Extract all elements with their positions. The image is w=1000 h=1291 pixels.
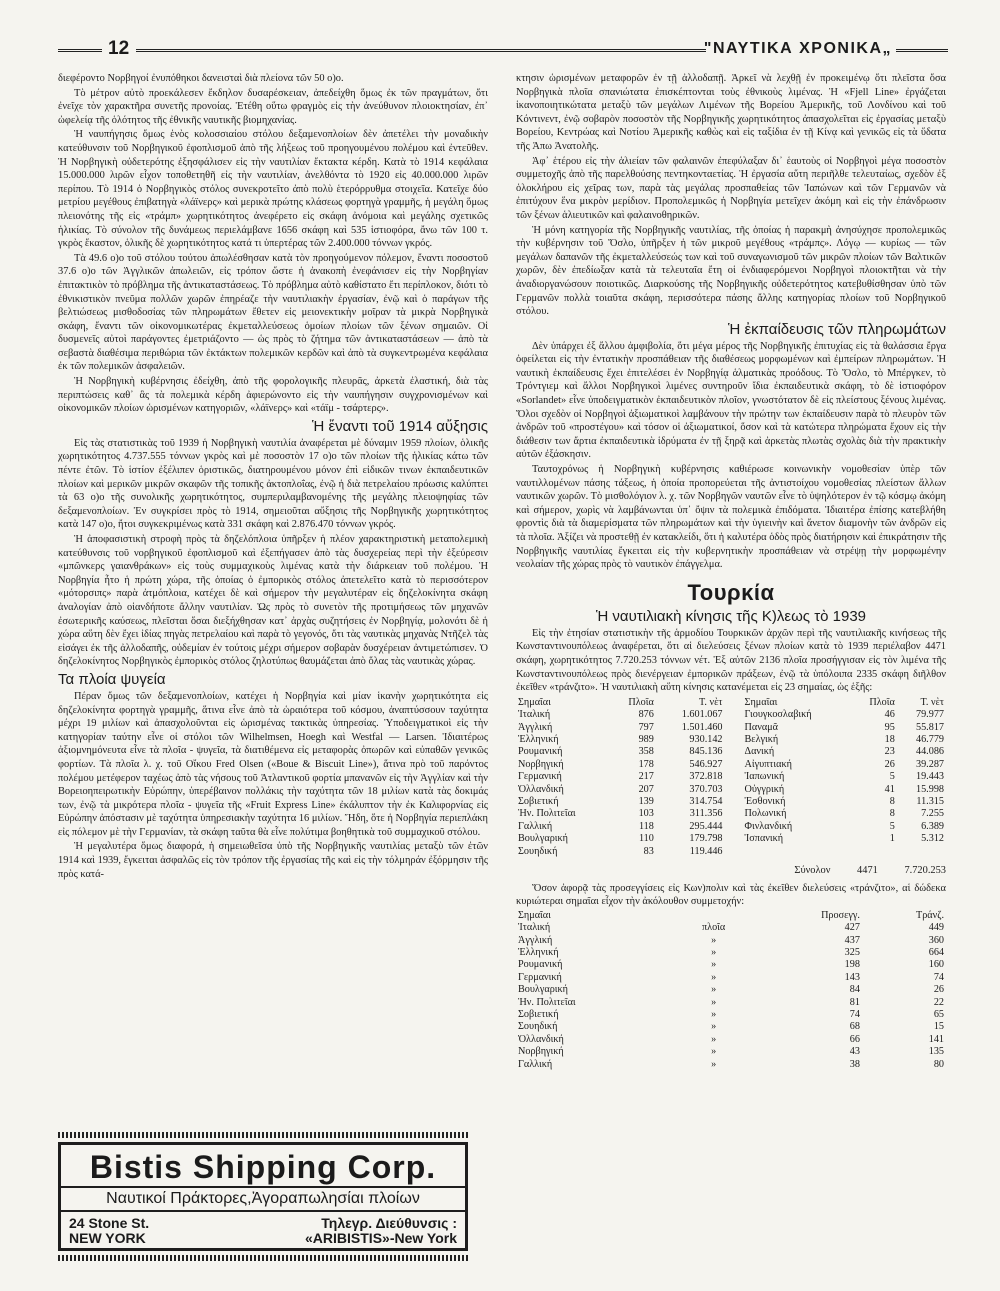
table-cell: 449 [928,922,944,934]
ad-border-bottom [58,1255,468,1261]
table-cell: 11.315 [916,796,944,807]
table-cell: 372.818 [689,771,723,783]
section-heading: Ἡ ἐκπαίδευσις τῶν πληρωμάτων [728,320,946,338]
table-header: Σημαῖαι [518,909,551,921]
table-cell: » [711,1046,717,1058]
country-heading: Τουρκία [687,579,775,605]
table-cell: 7.255 [921,808,944,820]
ad-company-name: Bistis Shipping Corp. [89,1149,437,1185]
table-cell: Σουηδική [518,845,558,857]
table-row [516,746,946,758]
section-heading: Ἡ ἔναντι τοῦ 1914 αὔξησις [312,417,488,435]
table-cell: Δανική [744,746,775,758]
table-cell: 546.927 [689,758,723,770]
article-paragraph: κτησιν ὡρισμένων μεταφορῶν ἐν τῇ ἀλλοδαπῇ. Ἀρκεῖ νὰ λεχθῇ ἐν προκειμένῳ ὅτι πλεῖστα ὅσα Νορβηγικὰ πλοῖα σπανιώτατα ἐπισκέπτονται τοὺς ἐθνικοὺς λιμένας. Ἡ «Fjell Line» ἐργάζεται ἱκανοποιητικώτατα μεταξὺ τῶν μεγάλων Λιμένων τῆς Βορείου Ἀμερικῆς, τοῦ Λονδίνου καὶ τοῦ Κόντινεντ, ἐνῷ σοβαρὸν ποσοστὸν τῆς Νορβηγικῆς χωρητικότητος ἀπασχολεῖται εἰς ἐργασίας μεταξὺ Βορείου, Κεντρώας καὶ Νοτίου Ἀμερικῆς καθὼς καὶ εἰς ταξίδια ἐν τῇ Κίνᾳ καὶ γενικῶς εἰς τὰ ὕδατα τῆς Ἀπω Ἀνατολῆς. [516,73,946,152]
table-cell: 179.798 [689,833,723,845]
table-cell: 797 [638,721,654,733]
table-cell: 68 [849,1021,860,1033]
article-paragraph: Εἰς τὴν ἐτησίαν στατιστικὴν τῆς ἁρμοδίου Τουρκικῶν ἀρχῶν περὶ τῆς ναυτιλιακῆς κινήσεως τῆς Κωνσταντινουπόλεως ἀναφέρεται, ὅτι αἱ διελεύσεις ξένων πλοίων κατὰ τὸ 1939 περιέλαβον 4471 σκάφη, χωρητικότητος 7.720.253 τόννων νέτ. Ἐξ αὐτῶν 2136 πλοῖα προσήγγισαν εἰς τὸν λιμένα τῆς Κωνσταντινουπόλεως πρὸς διενέργειαν ἐμπορικῶν πράξεων, ἐνῷ τὰ ὑπόλοιπα 2335 σκάφη διῆλθον ἐκεῖθεν «τράνζιτο». Ἡ ναυτιλιακὴ αὕτη κίνησις κατανέμεται εἰς 23 σημαίας, ὡς ἑξῆς: [516,627,946,694]
table-cell: Νορβηγική [518,758,564,770]
table-cell: 43 [849,1046,860,1058]
table-cell: 8 [889,808,895,820]
table-cell: 39.287 [915,758,944,770]
table-gap [725,697,743,709]
table-header: Τ. νὲτ [920,696,944,708]
ad-box [58,1142,468,1251]
table-cell: 139 [638,796,654,807]
table-cell: » [711,1009,717,1021]
table-header: Σημαῖαι [518,696,551,708]
table-cell: » [711,934,717,946]
table-row [516,846,946,858]
table-cell: Ρουμανική [518,746,563,758]
table-gap [725,709,743,721]
table-cell: 74 [933,971,944,983]
table-cell: 83 [643,845,654,857]
table-cell: 437 [844,934,860,946]
left-column [58,72,488,882]
article-paragraph: Ὅσον ἀφορᾷ τὰς προσεγγίσεις εἰς Κων)πολιν καὶ τὰς ἐκεῖθεν διελεύσεις «τράνζιτο», αἱ δώδεκα κυριώτεραι σημαῖαι εἶχον τὴν ἀκόλουθον συμμετοχήν: [516,882,946,908]
table-cell: 1.501.460 [681,721,723,733]
table-cell: 427 [844,922,860,934]
table-cell: 314.754 [689,796,723,807]
newspaper-page [58,28,948,1268]
table-cell: 845.136 [689,746,723,758]
table-cell [743,846,852,858]
table-cell: » [711,984,717,996]
table-cell: Ἡν. Πολιτεῖαι [518,808,576,820]
table-cell: 160 [928,959,944,971]
table-header: Τ. νὲτ [698,696,723,708]
table-cell: Νορβηγική [518,1046,564,1058]
table-cell: Φινλανδική [744,820,793,832]
table-row [516,709,946,721]
table-header: Τράνζ. [915,909,944,921]
table-row [516,808,946,820]
table-cell: 1 [889,833,895,845]
table-cell: Ὁλλανδική [518,1033,564,1045]
table-cell [852,846,897,858]
table-cell: 311.356 [689,808,723,820]
table-cell: » [711,1021,717,1033]
table-cell: 5 [889,820,895,832]
table-header: Προσεγγ. [821,909,860,921]
table-cell: 325 [844,947,860,959]
table-cell: 65 [933,1009,944,1021]
article-paragraph: Ἡ ἀποφασιστικὴ στροφὴ πρὸς τὰ δηζελόπλοια ὑπῆρξεν ἡ πλέον χαρακτηριστικὴ μεταπολεμικὴ κατεύθυνσις τοῦ νορβηγικοῦ ἐφοπλισμοῦ καὶ ἐξεπήγασεν ἀπὸ τὰς δυσχερείας περὶ τὴν ἐξεύρεσιν «μπῶνκερς γαιανθράκων» εἰς τοὺς συμμαχικοὺς λιμένας κατὰ τὴν διάρκειαν τοῦ πολέμου. Ἡ Νορβηγία ἦτο ἡ πρώτη χώρα, τῆς ὁποίας ὁ ἐμπορικὸς στόλος ἀπετελεῖτο κατὰ τὸ περισσότερον «μότορσιπς» παρὰ ἀτμόπλοια, κατέχει δὲ καὶ σήμερον τὴν μεγαλυτέραν εἰς δηζελοκίνητα σκάφη ἀναλογίαν ἀπὸ οἱανδήποτε ἄλλην ναυτιλίαν. Ὡς πρὸς τὸ συνετὸν τῆς προτιμήσεως τῶν μηχανῶν ἐσωτερικῆς καύσεως, πλεῖσται ὅσαι διεξήχθησαν κατ᾽ ἀρχὰς συζητήσεις ἐν Νορβηγίᾳ, μολονότι δὲ ἡ χώρα αὕτη δὲν ἔχει ἰδίας πηγὰς πετρελαίου καὶ παρὰ τὸ γεγονός, ὅτι τὰς ναυτικὰς μηχανὰς Ντῆζελ τὰς εἰσάγει ἐκ τῆς ἀλλοδαπῆς, οὐδεμίαν ἐν τούτοις μέχρι σήμερον σοβαρὰν δυσχέρειαν ἀντιμετώπισεν. Ὁ δηζελοκίνητος Νορβηγικὸς ἐμπορικὸς στόλος ζηλοτύπως θαυμάζεται ἀπὸ ὅλας τὰς ναυτικὰς χώρας. [58,534,488,668]
table-cell: 360 [928,934,944,946]
total-ships: 4471 [857,865,878,877]
table-row [516,1059,946,1071]
table-gap [725,759,743,771]
table-cell: 44.086 [915,746,944,758]
table-cell: 46 [884,709,895,721]
table-gap [725,722,743,734]
table-cell: Σοβιετική [518,796,559,807]
table-cell: 358 [638,746,654,758]
article-paragraph: Ἡ Νορβηγικὴ κυβέρνησις ἐδείχθη, ἀπὸ τῆς φορολογικῆς πλευρᾶς, ἀρκετὰ ἐλαστική, διὰ τὰς περιπτώσεις καθ᾽ ἃς τὰ πολεμικὰ κέρδη ἀφιερώνοντο εἰς τὴν ναυπήγησιν συγχρονισμένων καὶ οἰκονομικῶν πλοίων ὡρισμένων κατηγοριῶν, «λάϊνερς» καὶ «τάϊμ - τσάρτερς». [58,376,488,415]
article-paragraph: Ταυτοχρόνως ἡ Νορβηγικὴ κυβέρνησις καθιέρωσε κοινωνικὴν νομοθεσίαν ὑπὲρ τῶν ναυτιλλομένων πάσης τάξεως, ἡ ὁποία προπορεύεται τῆς ἀντιστοίχου νομοθεσίας πλείστων ἄλλων ναυτικῶν χωρῶν. Τὸ μισθολόγιον λ. χ. τῶν Νορβηγῶν ναυτῶν εἶνε τὸ ὑψηλότερον ἐν τῷ κόσμῳ ἀκόμη καὶ σήμερον, χωρὶς νὰ λαμβάνωνται ὑπ᾽ ὄψιν τὰ πολεμικὰ ἐπιδόματα. Ἰδιαιτέρα ἐπίσης κατεβλήθη φροντὶς διὰ τὰ διαμερίσματα τῶν πληρωμάτων καὶ τὴν ὑγιεινὴν καὶ ἄνετον διαμονὴν τῶν ἀνδρῶν εἰς τὰ πλοῖα. Ἀξίζει νὰ προστεθῇ ἐν κατακλείδι, ὅτι ἡ καλυτέρα ὁδὸς πρὸς διατήρησιν καὶ ἐπικράτησιν τῆς Νορβηγικῆς ναυτιλίας ἔγκειται εἰς τὴν κυβερνητικὴν προσπάθειαν νὰ στρέψῃ τὴν μορφωμένην νεολαίαν τῆς χώρας πρὸς τὸ ναυτικὸν ἐπάγγελμα. [516,464,946,571]
table-cell: 118 [638,820,654,832]
table-cell: 135 [928,1046,944,1058]
table-row [516,722,946,734]
table-cell: Ἡν. Πολιτεῖαι [518,996,576,1008]
table-cell: 178 [638,758,654,770]
table-row [516,771,946,783]
table-cell: Αἰγυπτιακή [744,758,792,770]
table-cell: 198 [844,959,860,971]
table-cell: 15.998 [915,783,944,795]
table-header: Πλοῖα [628,696,654,708]
table-gap [725,808,743,820]
table-cell: 26 [933,984,944,996]
article-paragraph: Ἡ μεγαλυτέρα ὅμως διαφορά, ἡ σημειωθεῖσα ὑπὸ τῆς Νορβηγικῆς ναυτιλίας μεταξὺ τῶν ἐτῶν 1914 καὶ 1939, ἔγκειται ἀσφαλῶς εἰς τὸν τρόπον τῆς ἐργασίας τῆς καὶ εἰς τὴν τόλμηράν ἐξόρμησιν τῆς πρὸς κατά- [58,841,488,880]
header-rule-right [896,49,948,52]
table-row [516,759,946,771]
ad-telegraph-label: Τηλεγρ. Διεύθυνσις : [321,1215,457,1231]
table-cell: 15 [933,1021,944,1033]
table-cell: Ἐσθονική [744,796,786,807]
table-row [516,947,946,959]
table-row [516,959,946,971]
table-cell: Βουλγαρική [518,833,568,845]
ad-address-street: 24 Stone St. [69,1215,150,1231]
table-cell: 81 [849,996,860,1008]
table-gap [725,771,743,783]
article-paragraph: Δὲν ὑπάρχει ἐξ ἄλλου ἀμφιβολία, ὅτι μέγα μέρος τῆς Νορβηγικῆς ἐπιτυχίας εἰς τὰ θαλάσσια ἔργα ὀφείλεται εἰς τὴν ἐντατικὴν προσπάθειαν τῆς διαθέσεως μορφωμένων καὶ ἐμπείρων πληρωμάτων. Ἡ ναυτικὴ ἐκπαίδευσις ἔχει ἐπιτελέσει ἐν Νορβηγίᾳ ἁλματικὰς προόδους. Τὸ Ὄσλο, τὸ Μπέργκεν, τὸ Τρόντγιεμ καὶ ἄλλοι Νορβηγικοὶ λιμένες συντηροῦν ἴδια ἐκπαιδευτικὰ σκάφη, τὸ δὲ ἱστιοφόρον «Sorlandet» εἶνε ὑποδειγματικὸν ἐκπαιδευτικὸν πλοῖον, γνωστότατον δὲ εἰς πλείστους ξένους λιμένας. Ὅλοι σχεδὸν οἱ Νορβηγοὶ ἀξιωματικοὶ λαμβάνουν τὴν πρώτην των ἐκπαίδευσιν παρὰ τὸ πλευρὸν τῶν ἀνδρῶν τοῦ «προστέγου» καὶ τόσον οἱ ἀξιωματικοί, ὅσον καὶ τὰ κατώτερα πληρώματα ἔχουν εἰς τὴν διάθεσιν των ἄρτια ἐκπαιδευτικὰ ἱδρύματα ἐν τῇ ξηρᾷ καὶ ἀρκετὰς πλωτὰς σχολὰς διὰ τὴν πρακτικὴν αὐτῶν ἐξάσκησιν. [516,340,946,461]
table-row [516,972,946,984]
table-cell: Ἰταλική [518,709,551,721]
table-row [516,1009,946,1021]
table-cell: 119.446 [689,845,723,857]
table-cell: 876 [638,709,654,721]
table-cell: 95 [884,721,895,733]
table-header [678,910,750,922]
table-cell: » [711,971,717,983]
table-header: Πλοῖα [869,696,895,708]
table-cell: Βελγική [744,733,779,745]
table-cell: 295.444 [689,820,723,832]
article-paragraph: Ἡ ναυπήγησις ὅμως ἑνὸς κολοσσιαίου στόλου δεξαμενοπλοίων δὲν ἀπετέλει τὴν μοναδικὴν κατεύθυνσιν τοῦ Νορβηγικοῦ ἐφοπλισμοῦ ἀπὸ τῆς λήξεως τοῦ προηγουμένου πολέμου καὶ ἐντεῦθεν. Ἡ Νορβηγικὴ οὐδετερότης ἐξησφάλισεν εἰς τὴν ναυτιλίαν ἔκτακτα κέρδη. Κατὰ τὸ 1914 κεφάλαια 15.000.000 λιρῶν εἶχον τοποθετηθῆ εἰς τὴν ναυτιλίαν, ἀνελθόντα τὸ 1920 εἰς 40.000.000 λιρῶν περίπου. Τὸ 1914 ὁ Νορβηγικὸς στόλος συνεκροτεῖτο ἀπὸ πολὺ ἑτερόρρυθμα στοιχεῖα. Κατεῖχε δύο μετρίου μεγέθους ἐπιβατηγὰ «λάϊνερς» καὶ μερικὰ πρώτης κλάσεως φορτηγὰ γραμμῆς, ἡ μεγάλη ὅμως πλειονότης τῆς εἰς «τράμπ» χωρητικότητος ἀνεφέρετο εἰς σκάφη ἀνόμοια καὶ μεγάλης σχετικῶς ἡλικίας. Τὸ σύνολον τῆς δυνάμεως περιελάμβανε 1656 σκάφη καὶ 535 ἱστιοφόρα, ἄνω τῶν 100 τ. γκρὸς ἕκαστον, ὁλικῆς δὲ χωρητικότητος κατά τι ὑπερτέρας τῶν 2.400.000 τόννων γκρός. [58,129,488,250]
article-paragraph: Τὰ 49.6 ο)ο τοῦ στόλου τούτου ἀπωλέσθησαν κατὰ τὸν προηγούμενον πόλεμον, ἔναντι ποσοστοῦ 37.6 ο)ο τῶν Ἀγγλικῶν ἀπωλειῶν, εἰς τρόπον ὥστε ἡ ἀνακοπὴ ἐνεφάνισεν εἰς τὴν Νορβηγίαν ἐπιτακτικὸν τὸ πρόβλημα τῆς ἀντικαταστάσεως. Τὸ πρόβλημα αὐτὸ καθίστατο ἔτι περίπλοκον, διότι τὸ ἐθνικιστικὸν πνεῦμα πολλῶν χωρῶν ἐπηρέαζε τὴν ναυτιλιακὴν ἐργασίαν, ἐνῷ καὶ ὁ παράγων τῆς βελτιώσεως μισθοδοσίας τῶν πληρωμάτων ἔθετεν εἰς μειονεκτικὴν μοῖραν τὰ μικρὰ Νορβηγικὰ σκάφη, ἔναντι τῶν οἰκονομικωτέρας ἐκμεταλλεύσεως ὁμοίων πλοίων τῶν ξένων σημαιῶν. Οἱ δυσμενεῖς αὐτοὶ παράγοντες ἐμετριάζοντο — ὡς πρὸς τὸ ζήτημα τῶν ἀντικαταστάσεων — ἀπὸ τὰ σεβαστὰ διαθέσιμα περιθώρια τῶν ἐκτάκτων πολεμικῶν κερδῶν καὶ ἀπὸ τὰ συγκεντρωμένα κεφάλαια ἐκ τῶν πολεμικῶν ἀσφαλειῶν. [58,252,488,373]
page-header [58,38,948,64]
ad-telegraph [305,1216,457,1246]
table-cell: 664 [928,947,944,959]
table-cell: Σουηδική [518,1021,558,1033]
table-cell: Γερμανική [518,971,562,983]
table-cell: 55.817 [915,721,944,733]
table-cell: Σοβιετική [518,1009,559,1021]
table-cell: 989 [638,733,654,745]
total-row [516,864,946,878]
table-gap [725,821,743,833]
article-paragraph: διεφέροντο Νορβηγοί ἐνυπόθηκοι δανεισταὶ διὰ πλείονα τῶν 50 ο)ο. [58,73,344,84]
ad-tagline: Ναυτικοί Πράκτορες,Ἀγοραπωλησίαι πλοίων [61,1186,465,1212]
article-paragraph: Εἰς τὰς στατιστικὰς τοῦ 1939 ἡ Νορβηγικὴ ναυτιλία ἀναφέρεται μὲ δύναμιν 1959 πλοίων, ὁλικῆς χωρητικότητος 4.737.555 τόννων γκρὸς καὶ μὲ ποσοστὸν 17 ο)ο τῶν πλοίων τῆς ἡλικίας κάτω τῶν πέντε ἐτῶν. Τὸ ἱστίον ἐξέλιπεν ὁριστικῶς, διατηρουμένου μόνον ἐπὶ εἰδικῶν τινων ἐκπαιδευτικῶν πλοίων καὶ μερικῶν μικρῶν σκαφῶν τῆς τοπικῆς ἀκτοπλοΐας, ἐνῷ ἡ διὰ πετρελαίου πρόωσις καλύπτει τὰ 63 ο)ο τῆς συνολικῆς χωρητικότητος, συμπεριλαμβανομένης τῆς μεγάλης πλειοψηφίας τῶν δεξαμενοπλοίων. Ἐν συγκρίσει πρὸς τὸ 1914, σημειοῦται αὔξησις τῆς Νορβηγικῆς χωρητικότητος κατὰ 147 ο)ο, ἤτοι συγκεκριμένως κατὰ 331 σκάφη καὶ 2.876.470 τόννων γκρός. [58,437,488,531]
article-paragraph: Ἡ μόνη κατηγορία τῆς Νορβηγικῆς ναυτιλίας, τῆς ὁποίας ἡ παρακμὴ ἀνησύχησε προπολεμικῶς τὴν κυβέρνησιν τοῦ Ὄσλο, ὑπῆρξεν ἡ τῶν μικροῦ μεγέθους «τράμπς». Λόγῳ — κυρίως — τῶν μεγάλων δαπανῶν τῆς ἐκμεταλλεύσεώς των καὶ τοῦ συναγωνισμοῦ τῶν μικρῶν πλοίων τῶν Βαλτικῶν χωρῶν, δὲν ἐπεδίωξαν κατὰ τὰ τελευταῖα ἔτη οἱ ἐνδιαφερόμενοι Νορβηγοὶ πλοιοκτῆται νὰ τὴν ἀναδιοργανώσουν ποιοτικῶς. Διαρκούσης τῆς Νορβηγικῆς οὐδετερότητος κατεβυθίσθησαν ὑπὸ τῶν Γερμανῶν πολλὰ τοιαῦτα σκάφη, περισσότερα πάσης ἄλλης κατηγορίας πλοίων τοῦ Νορβηγικοῦ στόλου. [516,224,946,318]
table-row [516,796,946,808]
table-gap [725,784,743,796]
header-rule-middle [136,49,706,52]
section-heading: Ἡ ναυτιλιακὴ κίνησις τῆς Κ)λεως τὸ 1939 [595,607,867,625]
table-header-row [516,697,946,709]
table-cell: Βουλγαρική [518,984,568,996]
table-cell: 207 [638,783,654,795]
table-row [516,984,946,996]
table-cell: Ἱσπανική [744,833,784,845]
table-cell: 930.142 [689,733,723,745]
table-row [516,1034,946,1046]
table-gap [725,746,743,758]
ad-footer [61,1212,465,1248]
table-cell: Ὁλλανδική [518,783,564,795]
table-cell: » [711,1033,717,1045]
masthead-title: "ΝΑΥΤΙΚΑ ΧΡΟΝΙΚΑ„ [703,40,892,57]
article-paragraph: Πέραν ὅμως τῶν δεξαμενοπλοίων, κατέχει ἡ Νορβηγία καὶ μίαν ἱκανὴν χωρητικότητα εἰς δηζελοκίνητα φορτηγὰ γραμμῆς, ἅτινα εἶνε ἀπὸ τὰ ὡραιότερα τοῦ κόσμου, ἀναπτύσσουν ταχύτητα μέχρι 19 μιλίων καὶ ἀπασχολοῦνται εἰς ὡρισμένας τακτικὰς ὑπηρεσίας. Ὑποδειγματικοὶ εἰς τὴν κατηγορίαν ταύτην εἶνε οἱ στόλοι τῶν Wilhelmsen, Hoegh καὶ Westfal — Larsen. Ἰδιαιτέρως ἀξιομνημόνευτα εἶνε τὰ πλοῖα - ψυγεῖα, τὰ διατιθέμενα εἰς μεταφορὰς ὀπωρῶν καὶ εὐπαθῶν γενικῶς φορτίων. Τὰ πλοῖα λ. χ. τοῦ Οἴκου Fred Olsen («Boue & Biscuit Line»), ἅτινα πρὸ τοῦ παρόντος πολέμου μετέφερον ταχέως ἀπὸ τὰς νήσους τοῦ Ἀτλαντικοῦ φορτία μπανανῶν εἰς τὴν Ἀγγλίαν καὶ τὴν Βορειοηπειρωτικὴν Εὐρώπην, ὑπερέβαινον πολλάκις τὴν ταχύτητα τῶν 18 μιλίων κατὰ τὰς δοκιμάς των, ἐνῷ τὰ μικρότερα πλοῖα - ψυγεῖα τῆς «Fruit Express Line» ἐκάλυπτον τὴν ἐκ Καλιφορνίας εἰς Εὐρώπην ἀπόστασιν μὲ ταχύτητα ὑπηρεσιακὴν ταχύτητα 16 μιλίων. Ἤδη, ὅτε ἡ Νορβηγία περιεπλάκη εἰς πόλεμον μὲ τὴν Γερμανίαν, τὰ σκάφη ταῦτα θὰ εἶνε πολύτιμα βοηθητικὰ τοῦ συμμαχικοῦ στόλου. [58,690,488,838]
table-cell: 5 [889,771,895,783]
table-gap [725,796,743,808]
table-cell: 46.779 [915,733,944,745]
table-cell: 26 [884,758,895,770]
table-row [516,734,946,746]
table-cell: Ἑλληνική [518,733,559,745]
table-cell: » [711,996,717,1008]
table-row [516,1046,946,1058]
table-cell: » [711,1058,717,1070]
table-cell: 41 [884,783,895,795]
table-cell: 38 [849,1058,860,1070]
table-row [516,833,946,845]
article-paragraph: Ἀφ᾽ ἑτέρου εἰς τὴν ἁλιείαν τῶν φαλαινῶν ἐπεφύλαξαν δι᾽ ἑαυτοὺς οἱ Νορβηγοὶ μέγα ποσοστὸν συμμετοχῆς ἀπὸ τῆς παρελθούσης πεντηκονταετίας. Ἡ ἐργασία αὕτη περιῆλθε τελευταίως, σχεδὸν ἐξ ὁλοκλήρου εἰς χεῖρας των, παρὰ τὰς μεγάλας προσπαθείας τῶν Ἰαπώνων καὶ τῶν Γερμανῶν νὰ ἐπιτύχουν ἕνα μικρὸν μερίδιον. Προπολεμικῶς ἡ Νορβηγία μετεῖχεν ἀκόμη καὶ εἰς τὴν ἐπάνδρωσιν τῶν ξένων ἁλιευτικῶν καὶ φαλαινοθηρικῶν. [516,155,946,221]
table-cell: 79.977 [915,709,944,721]
table-cell: 84 [849,984,860,996]
table-cell: » [711,959,717,971]
table-cell: 110 [638,833,654,845]
table-cell: Πολωνική [744,808,787,820]
section-heading: Τα πλοία ψυγεία [58,670,166,688]
arrivals-transit-table [516,910,946,1071]
ad-telegraph-address: «ARIBISTIS»-New York [305,1230,457,1246]
advertisement [58,1132,468,1282]
flag-statistics-table [516,697,946,858]
table-cell: Παναμᾶ [744,721,778,733]
table-cell: » [711,947,717,959]
table-cell: 6.389 [921,820,944,832]
total-tons: 7.720.253 [904,865,946,877]
table-cell: Οὐγγρική [744,783,785,795]
table-cell: 217 [638,771,654,783]
table-cell: Γιουγκοσλαβική [744,709,812,721]
table-cell: 370.703 [689,783,723,795]
header-rule-left [58,49,102,52]
table-cell: Ἰταλική [518,922,551,934]
table-cell: 141 [928,1033,944,1045]
right-column [516,72,946,1071]
table-header: Σημαῖαι [744,696,778,708]
table-cell: 74 [849,1009,860,1021]
total-label: Σύνολον [794,865,831,877]
ad-border-top [58,1132,468,1138]
table-cell: 143 [844,971,860,983]
table-gap [725,833,743,845]
table-row [516,784,946,796]
table-cell: 23 [884,746,895,758]
ad-address-city: NEW YORK [69,1230,146,1246]
table-row [516,997,946,1009]
table-row [516,1021,946,1033]
table-cell: 1.601.067 [681,709,723,721]
table-header-row [516,910,946,922]
table-cell: Ἀγγλική [518,721,553,733]
table-cell: 80 [933,1058,944,1070]
table-row [516,922,946,934]
table-cell: 103 [638,808,654,820]
table-cell: Ρουμανική [518,959,563,971]
table-cell: Γερμανική [518,771,562,783]
table-cell: Ἑλληνική [518,947,559,959]
table-gap [725,734,743,746]
table-cell: πλοῖα [702,922,726,934]
table-cell: Γαλλική [518,820,553,832]
table-cell [897,846,946,858]
table-cell: 22 [933,996,944,1008]
table-gap [725,846,743,858]
table-row [516,821,946,833]
table-cell: Ἀγγλική [518,934,553,946]
table-cell: 5.312 [921,833,944,845]
table-cell: 18 [884,733,895,745]
page-number: 12 [108,38,130,59]
table-cell: Γαλλική [518,1058,553,1070]
table-cell: 19.443 [915,771,944,783]
table-row [516,935,946,947]
table-cell: 66 [849,1033,860,1045]
table-cell: 8 [889,796,895,807]
table-cell: Ἰαπωνική [744,771,785,783]
ad-address [69,1216,149,1246]
article-paragraph: Τὸ μέτρον αὐτὸ προεκάλεσεν ἔκδηλον δυσαρέσκειαν, ἀπεδείχθη ὅμως ἐκ τῶν πραγμάτων, ὅτι ἐνεῖχε τὸν χαρακτῆρα συνετῆς προνοίας. Ἐτέθη οὕτω φραγμὸς εἰς τὴν ἀνεύθυνον πλοιοκτησίαν, ἐπ᾽ ὠφελείᾳ τῆς ὁλότητος τῆς ἐθνικῆς ναυτικῆς βιομηχανίας. [58,87,488,126]
